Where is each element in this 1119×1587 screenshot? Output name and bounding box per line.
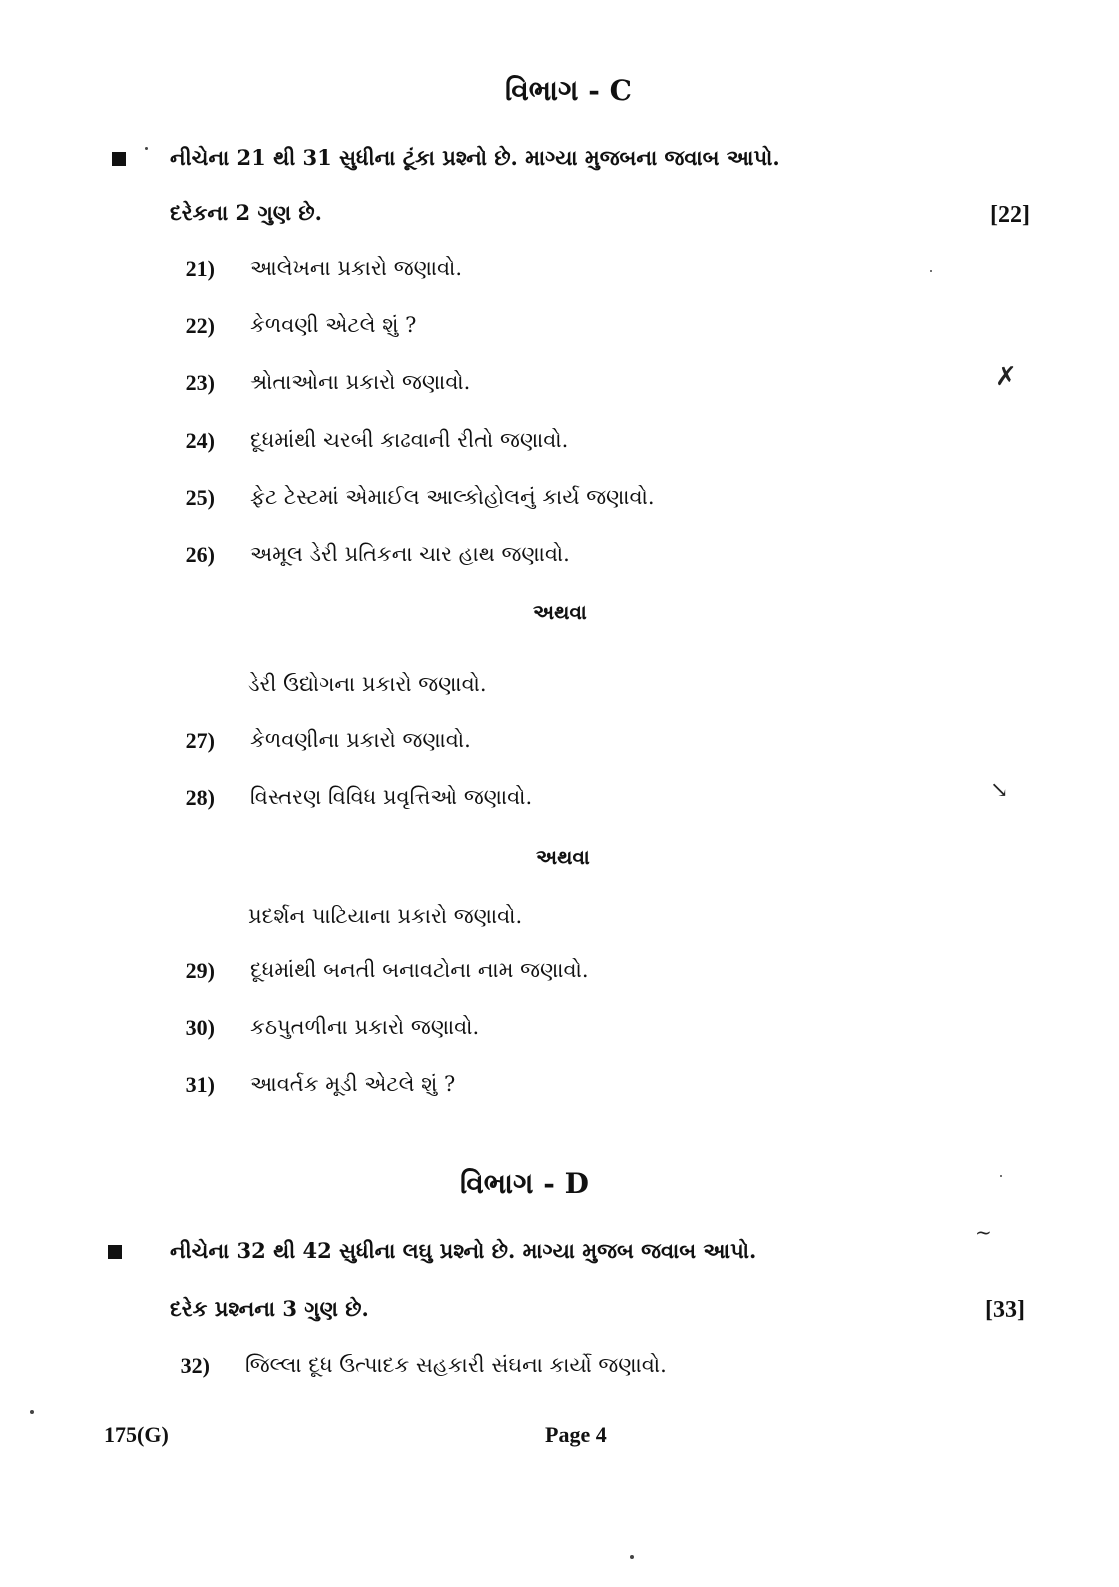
question-text: દૂધમાંથી ચરબી કાઢવાની રીતો જણાવો.: [250, 428, 569, 452]
question-number: 22): [185, 313, 215, 338]
question-number: 25): [185, 485, 215, 510]
question-text: ફેટ ટેસ્ટમાં એમાઈલ આલ્કોહોલનું કાર્ય જણાવો.: [250, 485, 655, 509]
question-number: 32): [180, 1353, 210, 1378]
ink-smudge-icon: ✗: [995, 362, 1017, 392]
question-number: 30): [185, 1015, 215, 1040]
question-number: 21): [185, 256, 215, 281]
paper-code: 175(G): [104, 1422, 169, 1447]
alternate-question-text: ડેરી ઉદ્યોગના પ્રકારો જણાવો.: [248, 672, 487, 696]
question-text: આવર્તક મૂડી એટલે શું ?: [250, 1072, 456, 1096]
question-text: દૂધમાંથી બનતી બનાવટોના નામ જણાવો.: [250, 958, 589, 982]
question-text: શ્રોતાઓના પ્રકારો જણાવો.: [250, 370, 471, 394]
question-number: 24): [185, 428, 215, 453]
scan-speck: [1000, 1175, 1002, 1177]
question-text: જિલ્લા દૂધ ઉત્પાદક સહકારી સંઘના કાર્યો જણાવો.: [245, 1353, 667, 1377]
ink-smudge-icon: ~: [975, 1220, 992, 1244]
question-number: 23): [185, 370, 215, 395]
question-text: કઠપુતળીના પ્રકારો જણાવો.: [250, 1015, 480, 1039]
bullet-icon: [108, 1245, 122, 1259]
section-d-heading: વિભાગ - D: [460, 1167, 589, 1200]
question-number: 26): [185, 542, 215, 567]
scan-speck: [630, 1555, 634, 1559]
section-d-marks: [33]: [985, 1297, 1025, 1323]
alternate-question-text: પ્રદર્શન પાટિયાના પ્રકારો જણાવો.: [248, 904, 523, 928]
section-c-marks: [22]: [990, 202, 1030, 228]
question-number: 29): [185, 958, 215, 983]
question-text: અમૂલ ડેરી પ્રતિકના ચાર હાથ જણાવો.: [250, 542, 570, 566]
ink-smudge-icon: ↘: [990, 778, 1009, 803]
question-number: 28): [185, 785, 215, 810]
section-d-instruction: નીચેના 32 થી 42 સુધીના લઘુ પ્રશ્નો છે. માગ્યા મુજબ જવાબ આપો.: [170, 1238, 757, 1263]
page-number: Page 4: [545, 1422, 607, 1447]
question-number: 31): [185, 1072, 215, 1097]
question-text: વિસ્તરણ વિવિધ પ્રવૃત્તિઓ જણાવો.: [250, 785, 533, 809]
or-label: અથવા: [536, 845, 590, 869]
question-number: 27): [185, 728, 215, 753]
section-c-heading: વિભાગ - C: [505, 74, 632, 107]
scan-speck: [30, 1410, 34, 1414]
section-c-instruction-2: દરેકના 2 ગુણ છે.: [170, 200, 322, 225]
bullet-icon: [112, 152, 126, 166]
section-c-instruction: નીચેના 21 થી 31 સુધીના ટૂંકા પ્રશ્નો છે. માગ્યા મુજબના જવાબ આપો.: [170, 145, 780, 170]
scan-speck: [145, 147, 148, 150]
or-label: અથવા: [533, 600, 587, 624]
scan-speck: [930, 270, 932, 272]
question-text: કેળવણીના પ્રકારો જણાવો.: [250, 728, 471, 752]
question-text: આલેખના પ્રકારો જણાવો.: [250, 256, 463, 280]
question-text: કેળવણી એટલે શું ?: [250, 313, 417, 337]
section-d-instruction-2: દરેક પ્રશ્નના 3 ગુણ છે.: [170, 1296, 369, 1321]
